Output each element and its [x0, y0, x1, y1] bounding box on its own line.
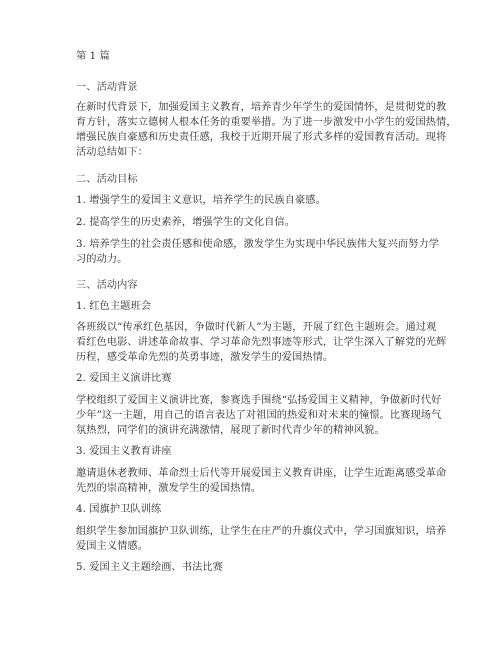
background-paragraph-line: 活动总结如下： [76, 147, 149, 158]
activity-title: 5. 爱国主义主题绘画、书法比赛 [76, 562, 223, 573]
activity-paragraph-line: 各班级以“传承红色基因，争做时代新人”为主题，开展了红色主题班会。通过观 [76, 322, 437, 333]
activity-paragraph-line: 邀请退休老教师、革命烈士后代等开展爱国主义教育讲座，让学生近距离感受革命 [76, 468, 447, 479]
activity-paragraph-line: 先烈的崇高精神，激发学生的爱国热情。 [76, 483, 262, 494]
activity-paragraph-line: 爱国主义情感。 [76, 541, 149, 552]
background-paragraph-line: 育方针，落实立德树人根本任务的重要举措。为了进一步激发中小学生的爱国热情， [76, 117, 457, 128]
goal-item: 3. 培养学生的社会责任感和使命感，激发学生为实现中华民族伟大复兴而努力学 [76, 239, 440, 250]
background-paragraph-line: 增强民族自豪感和历史责任感，我校于近期开展了形式多样的爱国教育活动。现将 [76, 132, 447, 143]
section-heading-goals: 二、活动目标 [76, 174, 138, 185]
goal-item: 2. 提高学生的历史素养，增强学生的文化自信。 [76, 217, 296, 228]
activity-title: 4. 国旗护卫队训练 [76, 504, 162, 515]
activity-paragraph-line: 氛热烈，同学们的演讲充满激情，展现了新时代青少年的精神风貌。 [76, 425, 385, 436]
activity-paragraph-line: 组织学生参加国旗护卫队训练，让学生在庄严的升旗仪式中，学习国旗知识，培养 [76, 526, 447, 537]
activity-title: 1. 红色主题班会 [76, 301, 151, 312]
activity-paragraph-line: 少年”这一主题，用自己的语言表达了对祖国的热爱和对未来的憧憬。比赛现场气 [76, 410, 442, 421]
goal-item: 1. 增强学生的爱国主义意识，培养学生的民族自豪感。 [76, 195, 326, 206]
activity-title: 2. 爱国主义演讲比赛 [76, 373, 172, 384]
activity-paragraph-line: 看红色电影、讲述革命故事、学习革命先烈事迹等形式，让学生深入了解党的光辉 [76, 337, 447, 348]
goal-item-continuation: 习的动力。 [76, 254, 128, 265]
activity-paragraph-line: 历程，感受革命先烈的英勇事迹，激发学生的爱国热情。 [76, 352, 334, 363]
activity-title: 3. 爱国主义教育讲座 [76, 446, 172, 457]
background-paragraph-line: 在新时代背景下，加强爱国主义教育，培养青少年学生的爱国情怀，是贯彻党的教 [76, 102, 447, 113]
activity-paragraph-line: 学校组织了爱国主义演讲比赛，参赛选手围绕“弘扬爱国主义精神，争做新时代好 [76, 395, 442, 406]
section-heading-background: 一、活动背景 [76, 82, 138, 93]
section-heading-content: 三、活动内容 [76, 280, 138, 291]
part-label: 第 1 篇 [76, 51, 110, 62]
